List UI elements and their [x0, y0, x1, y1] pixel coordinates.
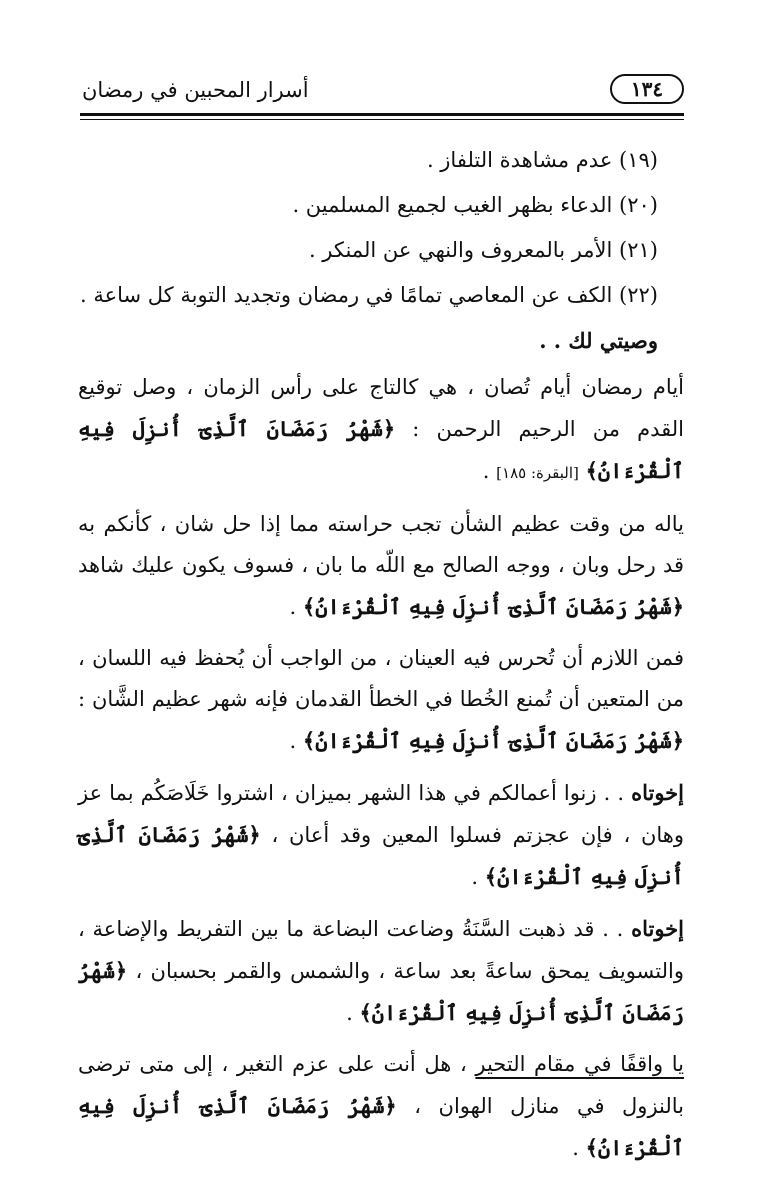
list-item: (٢١) الأمر بالمعروف والنهي عن المنكر .: [308, 238, 658, 262]
paragraph: [78, 772, 684, 898]
list-item: (٢٠) الدعاء بظهر الغيب لجميع المسلمين .: [292, 193, 658, 217]
paragraph-lead: إخوتاه: [631, 916, 684, 941]
quran-verse: ﴿شَهْرُ رَمَضَانَ ٱلَّذِىٓ أُنزِلَ فِيهِ ٱلْقُرْءَانُ﴾: [302, 728, 684, 753]
running-title: أسرار المحبين في رمضان: [82, 78, 309, 102]
quran-verse: ﴿شَهْرُ رَمَضَانَ ٱلَّذِىٓ أُنزِلَ فِيهِ ٱلْقُرْءَانُ﴾: [78, 1093, 684, 1160]
paragraph-end: .: [289, 729, 297, 753]
paragraph: [78, 367, 684, 494]
quran-verse: ﴿شَهْرُ رَمَضَانَ ٱلَّذِىٓ أُنزِلَ فِيهِ ٱلْقُرْءَانُ﴾: [302, 594, 684, 619]
page-number: ١٣٤: [610, 74, 684, 104]
paragraph-text: أيام رمضان أيام تُصان ، هي كالتاج على رأس الزمان ، وصل توقيع القدم من الرحيم الرحمن :: [78, 375, 684, 441]
quran-verse: ﴿شَهْرُ رَمَضَانَ ٱلَّذِىٓ أُنزِلَ فِيهِ ٱلْقُرْءَانُ﴾: [78, 416, 684, 483]
paragraph-end: .: [346, 1001, 353, 1025]
list-item: (١٩) عدم مشاهدة التلفاز .: [426, 148, 658, 172]
paragraph-end: .: [572, 1136, 579, 1160]
section-heading: وصيتي لك . .: [539, 328, 658, 353]
paragraph-end: .: [482, 459, 490, 483]
paragraph-lead: إخوتاه: [631, 780, 684, 805]
list-item: (٢٢) الكف عن المعاصي تمامًا في رمضان وتجديد التوبة كل ساعة .: [79, 283, 658, 307]
paragraph-text: ، هل أنت على عزم التغير ، إلى متى ترضى بالنزول في منازل الهوان ،: [78, 1052, 685, 1118]
paragraph: [78, 638, 684, 762]
paragraph: [78, 504, 684, 628]
quran-verse: ﴿شَهْرُ رَمَضَانَ ٱلَّذِىٓ أُنزِلَ فِيهِ ٱلْقُرْءَانُ﴾: [78, 822, 684, 889]
paragraph: [78, 908, 684, 1034]
page-header: [80, 68, 684, 112]
verse-reference: [البقرة: ١٨٥]: [496, 464, 579, 482]
paragraph-lead: يا واقفًا في مقام التحير: [475, 1052, 684, 1076]
paragraph-text: . . زنوا أعمالكم في هذا الشهر بميزان ، اشتروا خَلَاصَكُم بما عز وهان ، فإن عجزتم فسلوا المعين وقد أعان ،: [78, 781, 684, 847]
paragraph-text: ياله من وقت عظيم الشأن تجب حراسته مما إذا حل شان ، كأنكم به قد رحل وبان ، ووجه الصالح مع اللّه ما بان ، فسوف يكون عليك شاهد: [78, 512, 684, 577]
header-rule-thick: [80, 113, 684, 116]
paragraph-text: . . قد ذهبت السَّنَةُ وضاعت البضاعة ما بين التفريط والإضاعة ، والتسويف يمحق ساعةً بعد ساعة ، والشمس والقمر بحسبان ،: [78, 917, 684, 983]
paragraph-end: .: [289, 595, 297, 619]
page-body: [78, 140, 684, 1179]
paragraph-end: .: [471, 865, 479, 889]
quran-verse: ﴿شَهْرُ رَمَضَانَ ٱلَّذِىٓ أُنزِلَ فِيهِ ٱلْقُرْءَانُ﴾: [78, 958, 684, 1025]
paragraph: [78, 1044, 684, 1169]
paragraph-text: فمن اللازم أن تُحرس فيه العينان ، من الواجب أن يُحفظ فيه اللسان ، من المتعين أن تُمنع الخُطا في الخطأ القدمان فإنه شهر عظيم الشَّان :: [78, 646, 684, 711]
header-rule-thin: [80, 119, 684, 120]
